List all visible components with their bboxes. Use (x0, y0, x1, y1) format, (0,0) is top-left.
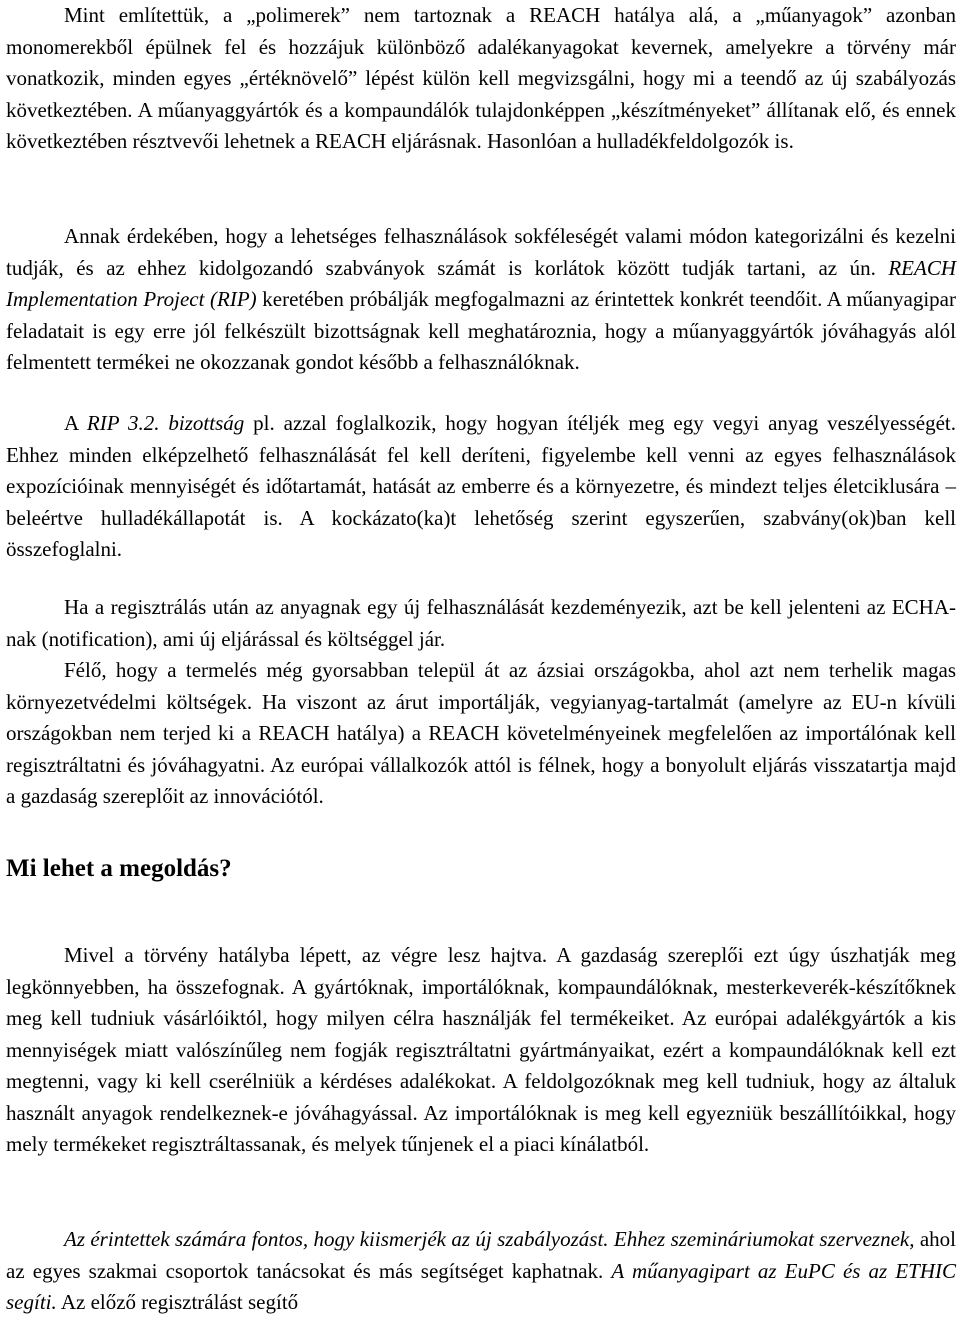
paragraph-asia-concern (6, 655, 956, 813)
paragraph-text-italic: REACH Implementation Project (RIP) (6, 255, 956, 311)
paragraph-text: A (64, 411, 87, 435)
paragraph-reach-polymers (6, 0, 956, 158)
paragraph-text: ahol az egyes szakmai csoportok tanácsokat és más segítséget kaphatnak. (6, 1227, 957, 1283)
paragraph-text: pl. azzal foglalkozik, hogy hogyan ítéljék meg egy vegyi anyag veszélyességét. Ehhez minden elképzelhető felhasználását fel kell deríteni, figyelembe kell venni az egyes felhasználások expozícióinak mennyiségét és időtartamát, hatását az emberre és a környezetre, és mindezt teljes életciklusára – beleértve hulladékállapotát is. A kockázato(ka)t lehetőség szerint egyszerűen, szabvány(ok)ban kell összefoglalni. (6, 411, 956, 561)
paragraph-text: Félő, hogy a termelés még gyorsabban települ át az ázsiai országokba, ahol azt nem terhelik magas környezetvédelmi költségek. Ha viszont az árut importálják, vegyianyag-tartalmát (amelyre az EU-n kívüli országokban nem terjed ki a REACH hatálya) a REACH követelményeinek megfelelően az importálónak kell regisztráltatni és jóváhagyatni. Az európai vállalkozók attól is félnek, hogy a bonyolult eljárás visszatartja majd a gazdaság szereplőit az innovációtól. (6, 658, 956, 808)
paragraph-solution (6, 940, 956, 1161)
paragraph-text: Mint említettük, a „polimerek” nem tartoznak a REACH hatálya alá, a „műanyagok” azonban monomerekből épülnek fel és hozzájuk különböző adalékanyagokat kevernek, amelyekre a törvény már vonatkozik, minden egyes „értéknövelő” lépést külön kell megvizsgálni, hogy mi a teendő az új szabályozás következtében. A műanyaggyártók és a kompaundálók tulajdonképpen „készítményeket” állítanak elő, és ennek következtében résztvevői lehetnek a REACH eljárásnak. Hasonlóan a hulladékfeldolgozók is. (6, 3, 956, 153)
paragraph-text: keretében próbálják megfogalmazni az érintettek konkrét teendőit. A műanyagipar feladatait is egy erre jól felkészült bizottságnak kell meghatároznia, hogy a műanyaggyártók jóváhagyás alól felmentett termékei ne okozzanak gondot később a felhasználóknak. (6, 287, 956, 374)
section-heading: Mi lehet a megoldás? (6, 855, 232, 882)
paragraph-seminars (6, 1224, 956, 1319)
paragraph-text: Mivel a törvény hatályba lépett, az végre lesz hajtva. A gazdaság szereplői ezt úgy úszhatják meg legkönnyebben, ha összefognak. A gyártóknak, importálóknak, kompaundálóknak, mesterkeverék-készítőknek meg kell tudniuk vásárlóiktól, hogy milyen célra használják fel termékeiket. Az európai adalékgyártók a kis mennyiségek miatt valószínűleg nem fogják regisztráltatni gyártmányaikat, ezért a kompaundálóknak kell ezt megtenni, vagy ki kell cserélniük a kérdéses adalékokat. A feldolgozóknak meg kell tudniuk, hogy az általuk használt anyagok rendelkeznek-e jóváhagyással. Az importálóknak is meg kell egyezniük beszállítóikkal, hogy mely termékeket regisztráltassanak, és melyek tűnjenek el a piaci kínálatból. (6, 943, 956, 1156)
paragraph-text: Ha a regisztrálás után az anyagnak egy új felhasználását kezdeményezik, azt be kell jelenteni az ECHA-nak (notification), ami új eljárással és költséggel jár. (6, 595, 956, 651)
paragraph-text-italic: Az érintettek számára fontos, hogy kiismerjék az új szabályozást. Ehhez szemináriumokat szerveznek, (64, 1227, 915, 1251)
paragraph-notification (6, 592, 956, 655)
paragraph-text-italic: A műanyagipart az EuPC és az ETHIC segíti. (6, 1258, 957, 1314)
paragraph-text: Az előző regisztrálást segítő (56, 1290, 299, 1314)
paragraph-text: Annak érdekében, hogy a lehetséges felhasználások sokféleségét valami módon kategorizálni és kezelni tudják, és az ehhez kidolgozandó szabványok számát is korlátok között tudják tartani, az ún. (6, 224, 956, 280)
paragraph-text-italic: RIP 3.2. bizottság (86, 411, 245, 435)
paragraph-rip-committee (6, 408, 956, 566)
paragraph-rip-project (6, 221, 956, 379)
